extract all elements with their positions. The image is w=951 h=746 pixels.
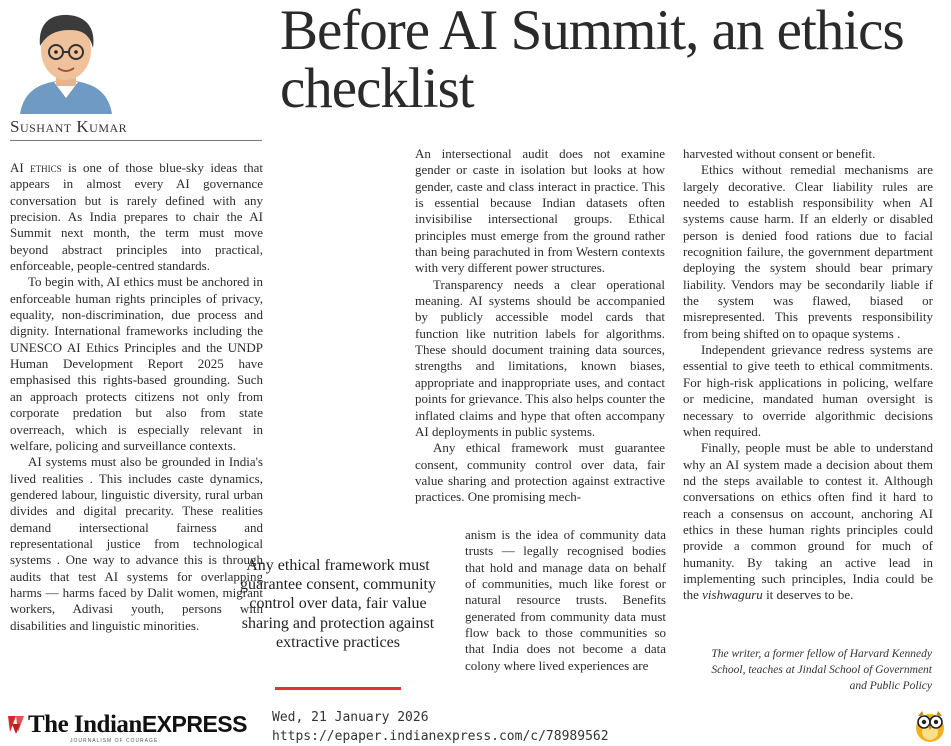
article-column-2 xyxy=(415,146,665,506)
paragraph: Independent grievance redress systems are essential to give teeth to ethical commitments. For high-risk applications in policing, welfare or medicine, mandated human oversight is necessary to override algorithmic decisions when required. xyxy=(683,342,933,439)
paragraph: AI systems must also be grounded in India's lived realities . This includes caste dynamics, gendered labour, linguistic diversity, rural urban divides and digital precarity. These realities demand intersectional fairness and representational justice from technological systems . One way to advance this is through audits that test AI systems for overlapping harms — harms faced by Dalit women, migrant workers, Adivasi youth, persons with disabilities and linguistic minorities. xyxy=(10,454,263,633)
edition-date: Wed, 21 January 2026 xyxy=(272,710,429,725)
pull-quote: Any ethical framework must guarantee consent, community control over data, fair value sharing and protection against extractive practices xyxy=(240,557,436,651)
byline: Sushant Kumar xyxy=(10,117,128,136)
lead-in: AI ethics xyxy=(10,160,62,175)
owl-mascot-icon[interactable] xyxy=(913,707,947,743)
brand-express: EXPRESS xyxy=(141,711,247,737)
indian-express-logo-mark xyxy=(6,712,26,736)
brand-tagline: JOURNALISM OF COURAGE xyxy=(70,738,159,744)
author-portrait xyxy=(10,6,122,114)
paragraph: An intersectional audit does not examine gender or caste in isolation but looks at how gender, caste and class interact in practice. This is essential because Indian datasets often invisibilise intersectional groups. Ethical principles must emerge from the ground rather than being parachuted in from Western contexts with very different power structures. xyxy=(415,146,665,276)
brand-logo[interactable]: The IndianEXPRESS xyxy=(28,711,247,738)
paragraph: To begin with, AI ethics must be anchored in enforceable human rights principles of privacy, equality, non-discrimination, due process and dignity. International frameworks including the UNESCO AI Ethics Principles and the UNDP Human Development Report 2025 have emphasised this rights-based grounding. Such an approach protects citizens not only from corporate predation but also from state overreach, which is especially relevant in welfare, policing and surveillance contexts. xyxy=(10,274,263,453)
paragraph: harvested without consent or benefit. xyxy=(683,146,876,161)
byline-divider xyxy=(10,140,262,141)
article-column-3 xyxy=(683,146,933,604)
emphasis: vishwaguru xyxy=(702,587,763,603)
paragraph: Transparency needs a clear operational meaning. AI systems should be accompanied by publicly accessible model cards that function like nutrition labels for algorithms. These should document training data sources, strengths and limitations, known biases, appropriate and inappropriate uses, and contact points for grievance. This also helps counter the inflated claims and hype that often accompany AI deployments in public systems. xyxy=(415,276,665,439)
paragraph-continuation: anism is the idea of community data trusts — legally recognised bodies that hold and manage data on behalf of communities, much like forest or natural resource trusts. Benefits generated from community data must flow back to those communities so that India does not become a data colony where lived experiences are xyxy=(465,527,666,673)
paragraph: Any ethical framework must guarantee consent, community control over data, fair value sharing and protection against extractive practices. One promising mech- xyxy=(415,440,665,505)
paragraph: Finally, people must be able to understand why an AI system made a decision about them nd the steps available to contest it. Although conversations on ethics often find it hard to reach a consensus on account, anchoring AI ethics in these human rights principles could provide a common ground for much of humanity. By taking an active lead in implementing such principles, India could be the vishwaguru it deserves to be. xyxy=(683,440,933,603)
writer-note: The writer, a former fellow of Harvard Kennedy School, teaches at Jindal School of Government and Public Policy xyxy=(711,648,932,692)
edition-url[interactable]: https://epaper.indianexpress.com/c/78989562 xyxy=(272,729,609,744)
headline: Before AI Summit, an ethics checklist xyxy=(280,0,904,120)
paragraph: AI ethics is one of those blue-sky ideas that appears in almost every AI governance conversation but is rarely defined with any precision. As India prepares to chair the AI Summit next month, the term must move beyond abstract principles into practical, enforceable, people-centred standards. xyxy=(10,160,264,274)
edition-meta xyxy=(272,708,609,746)
paragraph: Ethics without remedial mechanisms are largely decorative. Clear liability rules are needed to establish responsibility when AI systems cause harm. If an elderly or disabled person is denied food rations due to facial recognition failure, the government department deploying the system should bear primary liability. Vendors may be secondarily liable if the system was flawed, biased or misrepresented. This prevents responsibility from being shifted on to opaque systems . xyxy=(683,162,933,341)
pull-quote-rule xyxy=(275,687,401,690)
